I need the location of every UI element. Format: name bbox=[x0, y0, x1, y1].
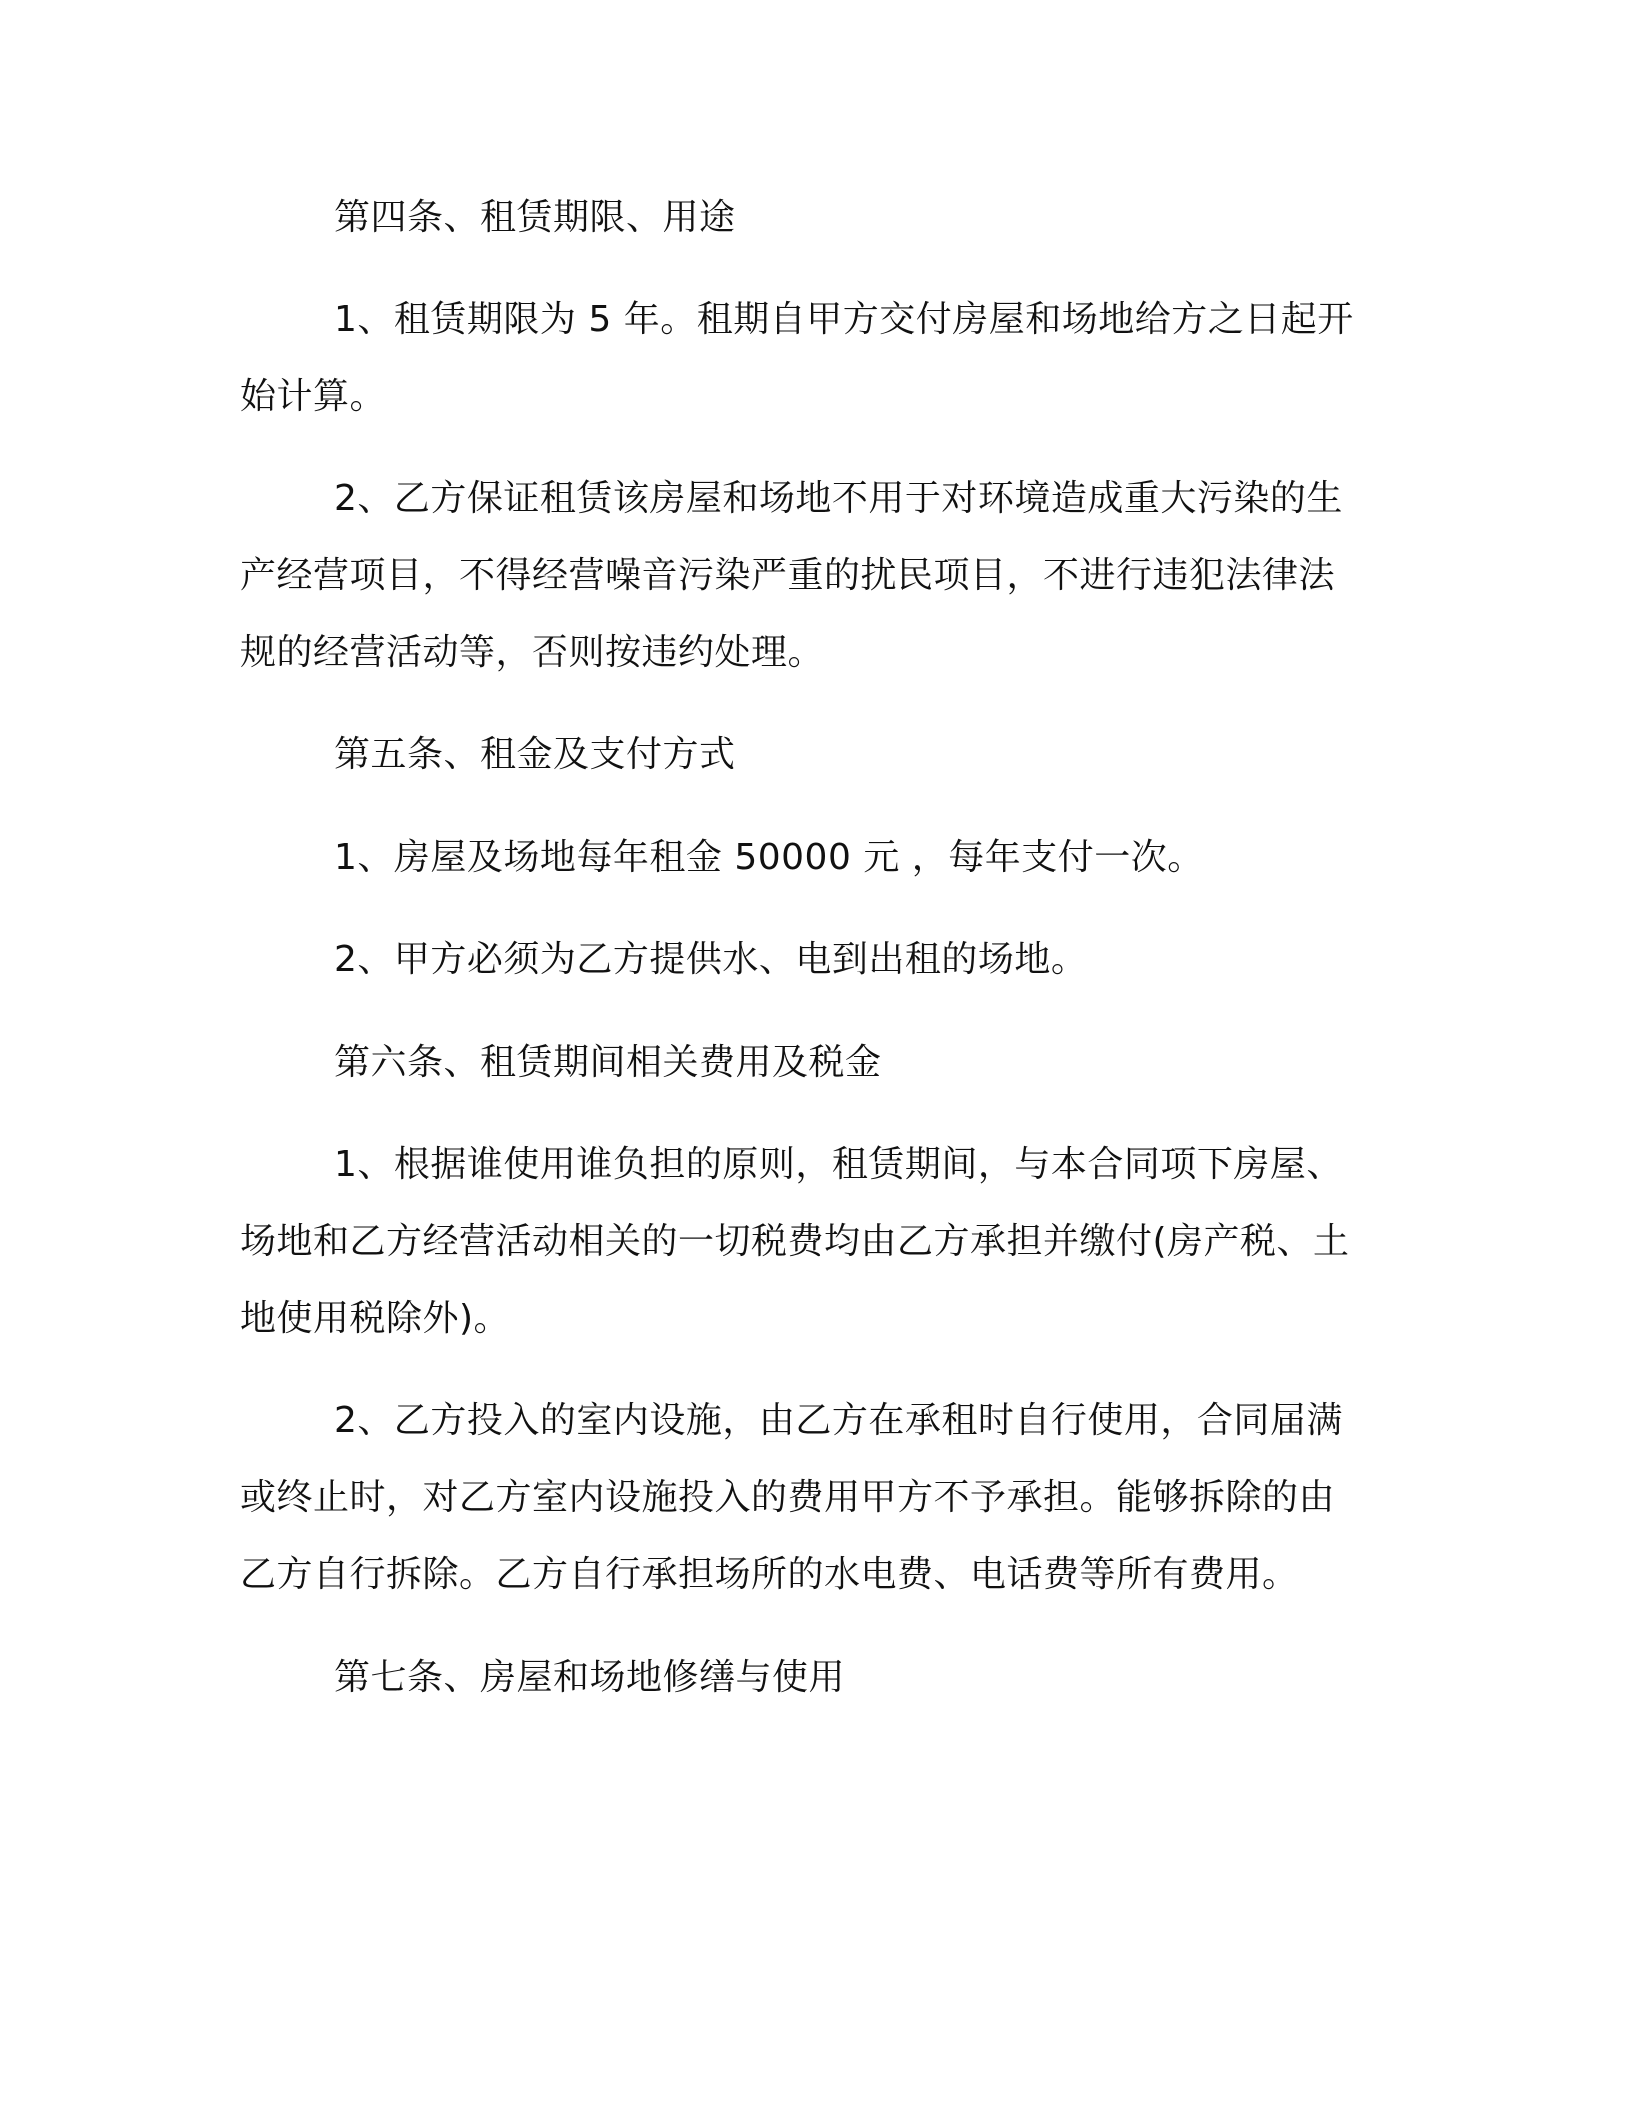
article-6-clause-1-line-1: 1、根据谁使用谁负担的原则，租赁期间，与本合同项下房屋、 bbox=[334, 1144, 1343, 1185]
article-5-clause-1: 1、房屋及场地每年租金 50000 元 ，每年支付一次。 bbox=[334, 837, 1204, 878]
article-4-clause-2-line-1: 2、乙方保证租赁该房屋和场地不用于对环境造成重大污染的生 bbox=[334, 478, 1343, 519]
article-6-clause-2-line-3: 乙方自行拆除。乙方自行承担场所的水电费、电话费等所有费用。 bbox=[240, 1554, 1299, 1595]
article-6-clause-2-line-2: 或终止时，对乙方室内设施投入的费用甲方不予承担。能够拆除的由 bbox=[240, 1477, 1336, 1518]
article-4-heading: 第四条、租赁期限、用途 bbox=[334, 197, 736, 238]
article-6-clause-1-line-2: 场地和乙方经营活动相关的一切税费均由乙方承担并缴付(房产税、土 bbox=[240, 1221, 1350, 1262]
article-6-clause-2-line-1: 2、乙方投入的室内设施，由乙方在承租时自行使用，合同届满 bbox=[334, 1400, 1343, 1441]
article-4-clause-2-line-3: 规的经营活动等，否则按违约处理。 bbox=[240, 632, 825, 673]
article-4-clause-2-line-2: 产经营项目，不得经营噪音污染严重的扰民项目，不进行违犯法律法 bbox=[240, 555, 1336, 596]
article-5-clause-2: 2、甲方必须为乙方提供水、电到出租的场地。 bbox=[334, 939, 1088, 980]
article-6-clause-1-line-3: 地使用税除外)。 bbox=[240, 1298, 511, 1339]
article-7-heading: 第七条、房屋和场地修缮与使用 bbox=[334, 1657, 846, 1698]
article-5-heading: 第五条、租金及支付方式 bbox=[334, 734, 736, 775]
article-6-heading: 第六条、租赁期间相关费用及税金 bbox=[334, 1042, 882, 1083]
article-4-clause-1-line-2: 始计算。 bbox=[240, 376, 387, 417]
article-4-clause-1-line-1: 1、租赁期限为 5 年。租期自甲方交付房屋和场地给方之日起开 bbox=[334, 299, 1354, 340]
